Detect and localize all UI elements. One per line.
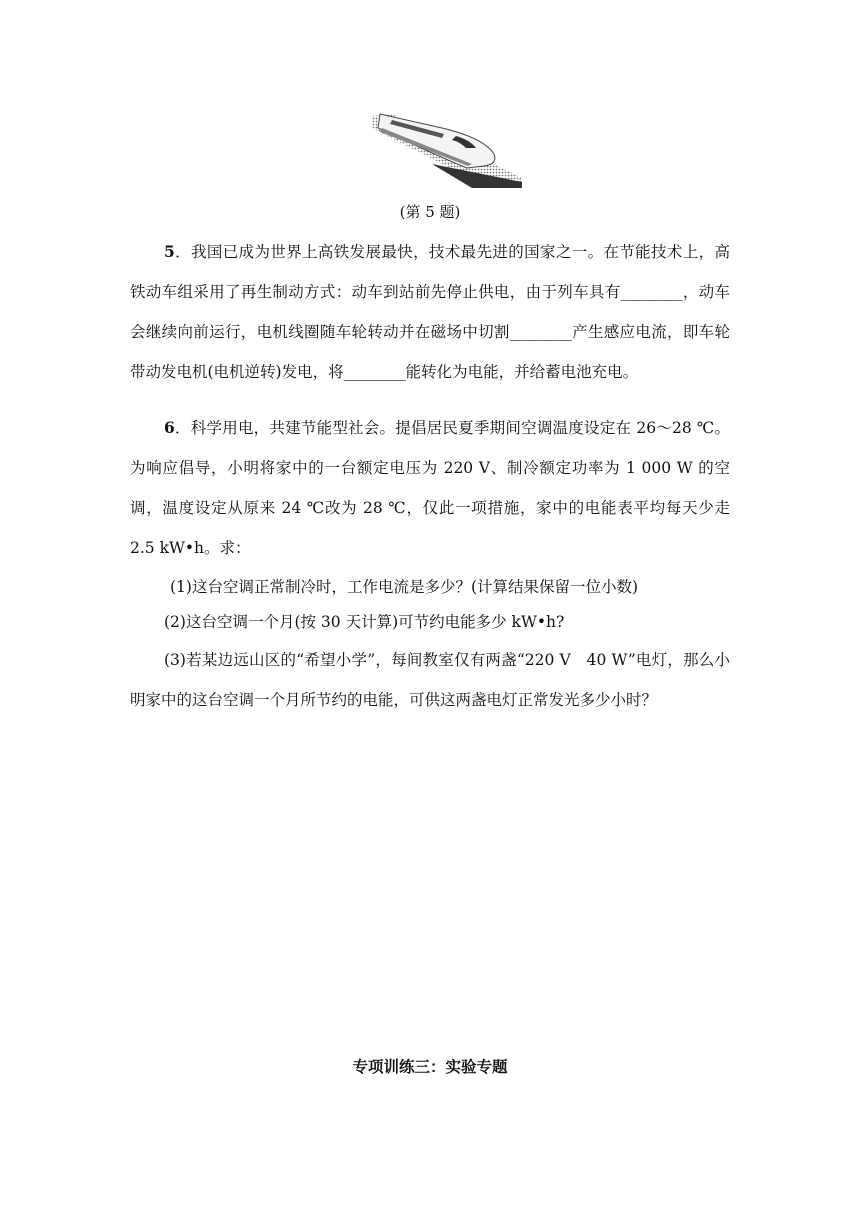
question-content	[130, 232, 730, 720]
high-speed-train-image	[372, 108, 522, 188]
sub-question-2: (2)这台空调一个月(按 30 天计算)可节约电能多少 kW•h?	[164, 613, 565, 631]
question-text: ．我国已成为世界上高铁发展最快，技术最先进的国家之一。在节能技术上，高铁动车组采用了再生制动方式：动车到站前先停止供电，由于列车具有________，动车会继续向前运行，电机线圈随车轮转动并在磁场中切割________产生感应电流，即车轮带动发电机(电机逆转)发电，将________能转化为电能，并给蓄电池充电。	[130, 243, 730, 381]
question-text: ．科学用电，共建节能型社会。提倡居民夏季期间空调温度设定在 26～28 ℃。为响应倡导，小明将家中的一台额定电压为 220 V、制冷额定功率为 1 000 W 的空调，温度设定从原来 24 ℃改为 28 ℃，仅此一项措施，家中的电能表平均每天少走 2.5 kW•h。求：	[130, 419, 730, 557]
sub-question-3: (3)若某边远山区的“希望小学”，每间教室仅有两盏“220 V 40 W”电灯，那么小明家中的这台空调一个月所节约的电能，可供这两盏电灯正常发光多少小时？	[130, 651, 730, 709]
question-number: 5	[164, 242, 175, 261]
question-number: 6	[164, 418, 175, 437]
question-6	[130, 408, 730, 568]
section-title: 专项训练三：实验专题	[352, 1057, 508, 1076]
question-5	[130, 232, 730, 392]
figure-caption: (第 5 题)	[399, 203, 461, 221]
sub-question-1: (1)这台空调正常制冷时，工作电流是多少？(计算结果保留一位小数)	[170, 578, 639, 596]
